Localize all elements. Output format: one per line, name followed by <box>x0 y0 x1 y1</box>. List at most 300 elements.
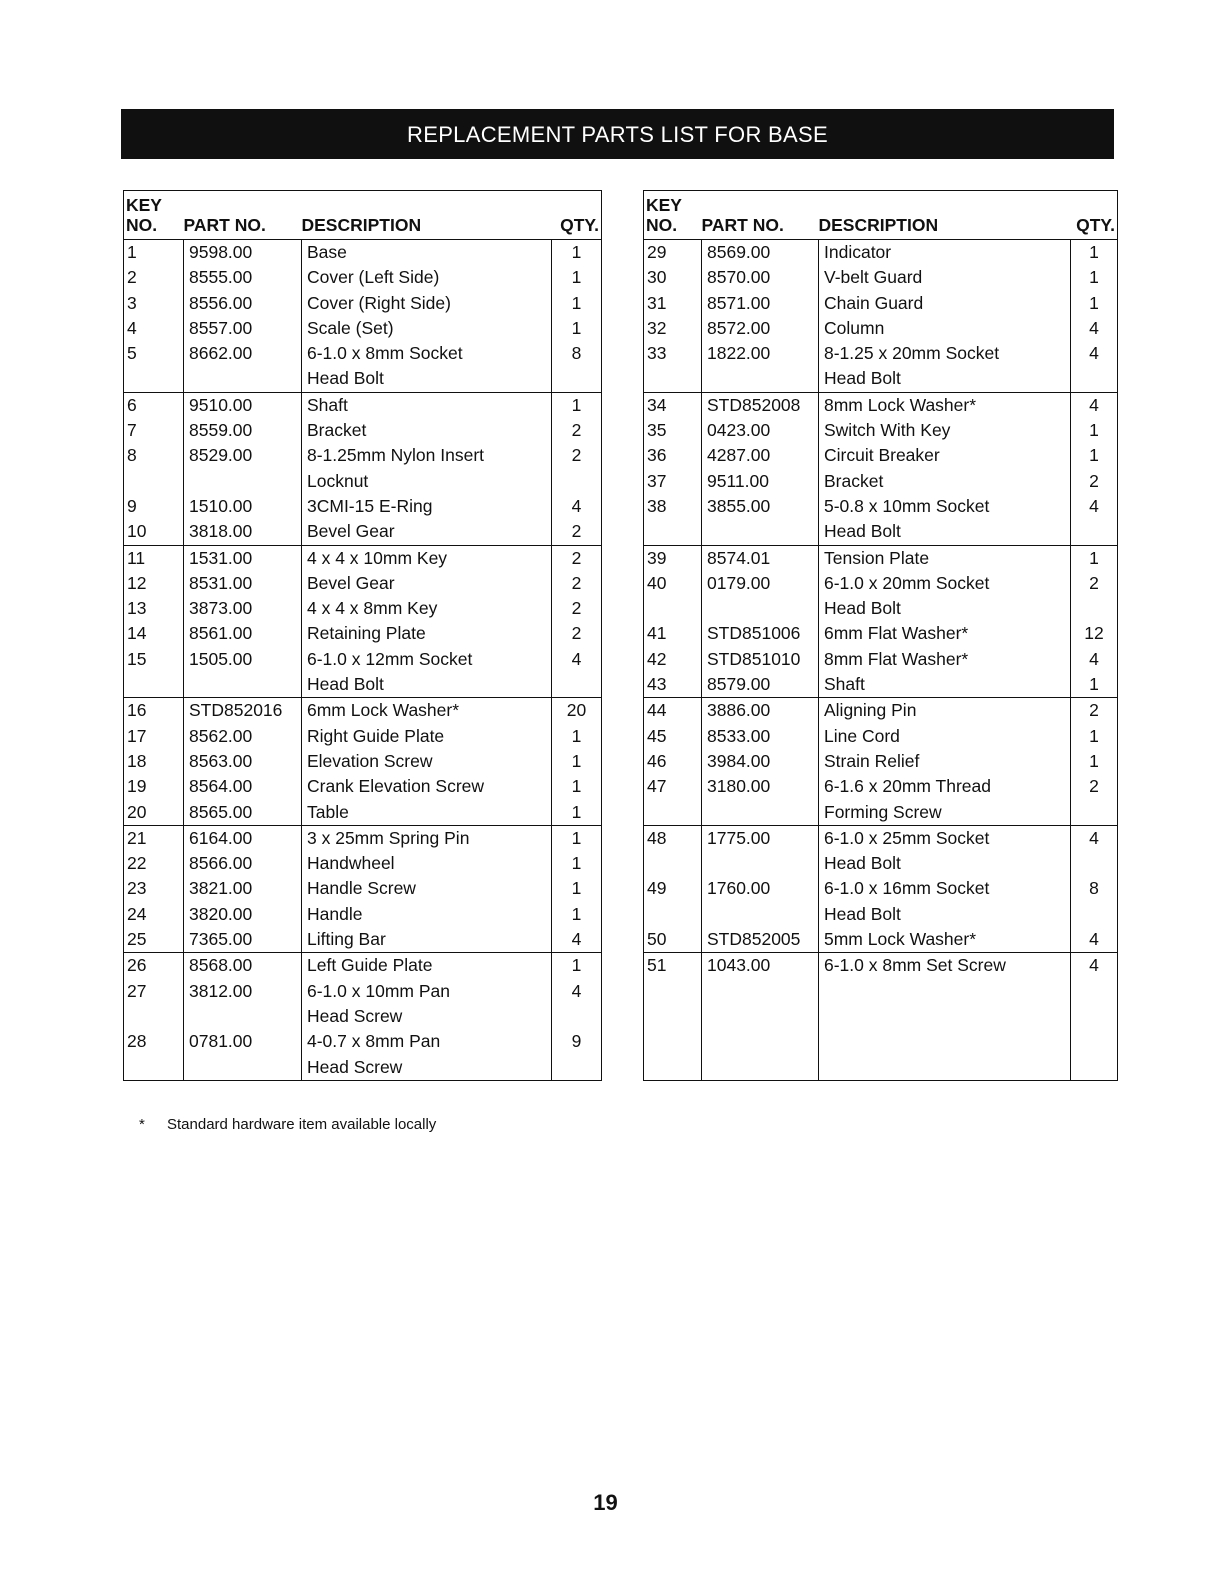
description-cell: Cover (Left Side) <box>302 265 552 290</box>
qty-cell <box>1071 1029 1118 1054</box>
description-cell: Head Screw <box>302 1004 552 1029</box>
part-no-cell: STD852008 <box>702 392 819 418</box>
key-no-cell <box>124 1004 184 1029</box>
qty-cell: 1 <box>1071 240 1118 266</box>
key-no-cell: 30 <box>644 265 702 290</box>
description-cell: Tension Plate <box>819 545 1071 571</box>
key-no-cell <box>644 596 702 621</box>
key-no-cell: 25 <box>124 927 184 953</box>
description-cell: Handle Screw <box>302 876 552 901</box>
description-cell: 4-0.7 x 8mm Pan <box>302 1029 552 1054</box>
qty-cell: 2 <box>1071 774 1118 799</box>
table-row <box>644 724 1118 749</box>
table-row <box>644 851 1118 876</box>
key-no-cell <box>124 672 184 698</box>
description-cell: Bevel Gear <box>302 519 552 545</box>
header-qty: QTY. <box>552 191 602 240</box>
key-no-cell: 22 <box>124 851 184 876</box>
part-no-cell: 8533.00 <box>702 724 819 749</box>
description-cell: 6-1.0 x 10mm Pan <box>302 979 552 1004</box>
description-cell <box>819 1055 1071 1081</box>
key-no-cell: 4 <box>124 316 184 341</box>
table-row <box>644 774 1118 799</box>
key-no-cell: 44 <box>644 698 702 724</box>
table-row <box>124 698 602 724</box>
key-no-cell: 2 <box>124 265 184 290</box>
key-no-cell: 32 <box>644 316 702 341</box>
description-cell <box>819 1004 1071 1029</box>
table-row <box>124 672 602 698</box>
parts-table-left-body <box>124 240 602 1081</box>
description-cell: Line Cord <box>819 724 1071 749</box>
part-no-cell <box>702 851 819 876</box>
qty-cell <box>552 672 602 698</box>
description-cell: 3CMI-15 E-Ring <box>302 494 552 519</box>
qty-cell: 1 <box>1071 418 1118 443</box>
page-number: 19 <box>593 1490 618 1515</box>
part-no-cell: 1043.00 <box>702 953 819 979</box>
table-row <box>644 265 1118 290</box>
qty-cell: 2 <box>552 621 602 646</box>
key-no-cell: 51 <box>644 953 702 979</box>
description-cell: Chain Guard <box>819 291 1071 316</box>
description-cell: 8-1.25 x 20mm Socket <box>819 341 1071 366</box>
qty-cell: 1 <box>552 392 602 418</box>
table-row <box>124 240 602 266</box>
qty-cell: 1 <box>552 953 602 979</box>
key-no-cell <box>644 851 702 876</box>
table-row <box>124 596 602 621</box>
part-no-cell: 3873.00 <box>184 596 302 621</box>
key-no-cell <box>644 979 702 1004</box>
description-cell: 8mm Flat Washer* <box>819 647 1071 672</box>
header-qty: QTY. <box>1071 191 1118 240</box>
description-cell: Column <box>819 316 1071 341</box>
table-row <box>644 621 1118 646</box>
part-no-cell: 9510.00 <box>184 392 302 418</box>
qty-cell <box>1071 366 1118 392</box>
part-no-cell <box>702 1055 819 1081</box>
page-banner: REPLACEMENT PARTS LIST FOR BASE <box>121 109 1114 159</box>
table-row <box>644 596 1118 621</box>
qty-cell: 2 <box>552 418 602 443</box>
key-no-cell: 47 <box>644 774 702 799</box>
table-row <box>124 774 602 799</box>
qty-cell: 1 <box>552 774 602 799</box>
part-no-cell: 1531.00 <box>184 545 302 571</box>
key-no-cell: 19 <box>124 774 184 799</box>
qty-cell: 2 <box>552 443 602 468</box>
table-row <box>124 265 602 290</box>
key-no-cell: 23 <box>124 876 184 901</box>
part-no-cell: 8559.00 <box>184 418 302 443</box>
qty-cell: 1 <box>552 291 602 316</box>
header-description: DESCRIPTION <box>819 191 1071 240</box>
description-cell: Indicator <box>819 240 1071 266</box>
key-no-cell: 31 <box>644 291 702 316</box>
key-no-cell: 45 <box>644 724 702 749</box>
qty-cell: 4 <box>1071 316 1118 341</box>
qty-cell <box>1071 519 1118 545</box>
table-row <box>644 494 1118 519</box>
part-no-cell: 8555.00 <box>184 265 302 290</box>
description-cell: Bracket <box>819 469 1071 494</box>
description-cell: Bevel Gear <box>302 571 552 596</box>
qty-cell: 2 <box>552 519 602 545</box>
description-cell: Circuit Breaker <box>819 443 1071 468</box>
description-cell: 8-1.25mm Nylon Insert <box>302 443 552 468</box>
part-no-cell: 9511.00 <box>702 469 819 494</box>
key-no-cell: 21 <box>124 825 184 851</box>
table-row <box>644 519 1118 545</box>
description-cell: Head Bolt <box>302 366 552 392</box>
table-row <box>124 494 602 519</box>
part-no-cell: 0179.00 <box>702 571 819 596</box>
part-no-cell: 8564.00 <box>184 774 302 799</box>
description-cell: 6-1.0 x 12mm Socket <box>302 647 552 672</box>
part-no-cell <box>184 1004 302 1029</box>
table-row <box>124 469 602 494</box>
table-row <box>644 647 1118 672</box>
description-cell: Base <box>302 240 552 266</box>
table-row <box>124 392 602 418</box>
qty-cell <box>552 1004 602 1029</box>
part-no-cell: 3820.00 <box>184 902 302 927</box>
table-row <box>644 953 1118 979</box>
qty-cell <box>1071 902 1118 927</box>
key-no-cell: 38 <box>644 494 702 519</box>
part-no-cell: 3818.00 <box>184 519 302 545</box>
description-cell: 6-1.0 x 16mm Socket <box>819 876 1071 901</box>
table-row <box>124 953 602 979</box>
key-no-cell: 49 <box>644 876 702 901</box>
table-row <box>644 366 1118 392</box>
qty-cell: 4 <box>1071 341 1118 366</box>
key-no-cell <box>644 1004 702 1029</box>
table-row <box>124 545 602 571</box>
part-no-cell: 3855.00 <box>702 494 819 519</box>
key-no-cell: 9 <box>124 494 184 519</box>
description-cell: Left Guide Plate <box>302 953 552 979</box>
table-row <box>124 647 602 672</box>
description-cell: Head Bolt <box>302 672 552 698</box>
table-row <box>644 443 1118 468</box>
table-row <box>124 366 602 392</box>
key-no-cell <box>644 902 702 927</box>
part-no-cell: STD852016 <box>184 698 302 724</box>
table-row <box>644 545 1118 571</box>
description-cell: Crank Elevation Screw <box>302 774 552 799</box>
qty-cell: 2 <box>552 596 602 621</box>
parts-table-right-body <box>644 240 1118 1081</box>
part-no-cell: 3821.00 <box>184 876 302 901</box>
part-no-cell: 8662.00 <box>184 341 302 366</box>
part-no-cell <box>184 1055 302 1081</box>
key-no-cell: 3 <box>124 291 184 316</box>
description-cell: Bracket <box>302 418 552 443</box>
part-no-cell: 3180.00 <box>702 774 819 799</box>
table-row <box>124 519 602 545</box>
part-no-cell: 0781.00 <box>184 1029 302 1054</box>
description-cell: Strain Relief <box>819 749 1071 774</box>
qty-cell: 2 <box>552 571 602 596</box>
qty-cell: 2 <box>552 545 602 571</box>
table-row <box>644 800 1118 826</box>
parts-table-right <box>643 190 1118 1081</box>
description-cell <box>819 1029 1071 1054</box>
part-no-cell <box>702 979 819 1004</box>
qty-cell: 9 <box>552 1029 602 1054</box>
qty-cell: 4 <box>1071 647 1118 672</box>
part-no-cell: 8572.00 <box>702 316 819 341</box>
description-cell: Table <box>302 800 552 826</box>
table-row <box>124 1004 602 1029</box>
key-no-cell: 20 <box>124 800 184 826</box>
description-cell: Right Guide Plate <box>302 724 552 749</box>
table-row <box>644 672 1118 698</box>
qty-cell <box>1071 851 1118 876</box>
description-cell: 5-0.8 x 10mm Socket <box>819 494 1071 519</box>
table-row <box>644 749 1118 774</box>
part-no-cell: 8568.00 <box>184 953 302 979</box>
part-no-cell: 8562.00 <box>184 724 302 749</box>
part-no-cell: STD851006 <box>702 621 819 646</box>
table-row <box>124 1055 602 1081</box>
part-no-cell: 1510.00 <box>184 494 302 519</box>
part-no-cell <box>184 469 302 494</box>
qty-cell: 1 <box>1071 291 1118 316</box>
key-no-cell <box>124 469 184 494</box>
part-no-cell: 3812.00 <box>184 979 302 1004</box>
key-no-cell: 37 <box>644 469 702 494</box>
header-description: DESCRIPTION <box>302 191 552 240</box>
qty-cell: 1 <box>552 265 602 290</box>
qty-cell: 1 <box>1071 545 1118 571</box>
table-row <box>644 418 1118 443</box>
qty-cell: 1 <box>552 825 602 851</box>
qty-cell: 1 <box>552 240 602 266</box>
qty-cell: 1 <box>1071 265 1118 290</box>
description-cell: Locknut <box>302 469 552 494</box>
table-row <box>124 902 602 927</box>
qty-cell: 1 <box>1071 724 1118 749</box>
table-row <box>124 749 602 774</box>
part-no-cell: 1505.00 <box>184 647 302 672</box>
key-no-cell: 28 <box>124 1029 184 1054</box>
table-row <box>124 800 602 826</box>
table-row <box>124 621 602 646</box>
qty-cell <box>1071 1004 1118 1029</box>
description-cell: Shaft <box>302 392 552 418</box>
key-no-cell <box>644 800 702 826</box>
table-row <box>644 341 1118 366</box>
table-row <box>124 316 602 341</box>
key-no-cell: 35 <box>644 418 702 443</box>
table-row <box>644 469 1118 494</box>
key-no-cell: 48 <box>644 825 702 851</box>
qty-cell: 1 <box>1071 749 1118 774</box>
key-no-cell: 15 <box>124 647 184 672</box>
key-no-cell: 14 <box>124 621 184 646</box>
qty-cell <box>552 469 602 494</box>
description-cell: 4 x 4 x 10mm Key <box>302 545 552 571</box>
key-no-cell <box>124 1055 184 1081</box>
key-no-cell <box>644 1029 702 1054</box>
qty-cell: 1 <box>552 800 602 826</box>
qty-cell: 4 <box>552 927 602 953</box>
key-no-cell <box>644 366 702 392</box>
key-no-cell: 12 <box>124 571 184 596</box>
description-cell: Retaining Plate <box>302 621 552 646</box>
table-row <box>644 825 1118 851</box>
description-cell: 6-1.0 x 8mm Set Screw <box>819 953 1071 979</box>
description-cell: Head Bolt <box>819 366 1071 392</box>
table-row <box>644 979 1118 1004</box>
part-no-cell: 8571.00 <box>702 291 819 316</box>
key-no-cell: 42 <box>644 647 702 672</box>
qty-cell: 1 <box>552 876 602 901</box>
part-no-cell: 8557.00 <box>184 316 302 341</box>
table-row <box>644 902 1118 927</box>
table-row <box>124 443 602 468</box>
qty-cell: 20 <box>552 698 602 724</box>
qty-cell: 2 <box>1071 469 1118 494</box>
table-row <box>124 851 602 876</box>
header-key-no: KEY NO. <box>644 191 702 240</box>
description-cell: Elevation Screw <box>302 749 552 774</box>
key-no-cell: 39 <box>644 545 702 571</box>
table-row <box>124 825 602 851</box>
key-no-cell: 27 <box>124 979 184 1004</box>
description-cell: Cover (Right Side) <box>302 291 552 316</box>
description-cell: 5mm Lock Washer* <box>819 927 1071 953</box>
description-cell: Handle <box>302 902 552 927</box>
part-no-cell: 8570.00 <box>702 265 819 290</box>
table-row <box>124 418 602 443</box>
description-cell: 6-1.0 x 25mm Socket <box>819 825 1071 851</box>
part-no-cell: 8565.00 <box>184 800 302 826</box>
qty-cell: 2 <box>1071 571 1118 596</box>
part-no-cell <box>702 902 819 927</box>
table-row <box>644 927 1118 953</box>
description-cell: Shaft <box>819 672 1071 698</box>
qty-cell: 1 <box>552 851 602 876</box>
description-cell: Head Bolt <box>819 902 1071 927</box>
part-no-cell: 8531.00 <box>184 571 302 596</box>
table-row <box>644 1055 1118 1081</box>
key-no-cell: 5 <box>124 341 184 366</box>
part-no-cell: 6164.00 <box>184 825 302 851</box>
qty-cell <box>552 366 602 392</box>
qty-cell: 4 <box>1071 927 1118 953</box>
part-no-cell: 0423.00 <box>702 418 819 443</box>
description-cell: Lifting Bar <box>302 927 552 953</box>
qty-cell: 12 <box>1071 621 1118 646</box>
key-no-cell: 11 <box>124 545 184 571</box>
qty-cell <box>1071 979 1118 1004</box>
description-cell: Head Bolt <box>819 596 1071 621</box>
key-no-cell: 36 <box>644 443 702 468</box>
parts-table-left <box>123 190 602 1081</box>
part-no-cell: STD851010 <box>702 647 819 672</box>
part-no-cell: 8566.00 <box>184 851 302 876</box>
qty-cell: 1 <box>1071 443 1118 468</box>
part-no-cell <box>702 1004 819 1029</box>
key-no-cell <box>644 519 702 545</box>
qty-cell: 4 <box>552 647 602 672</box>
table-row <box>124 724 602 749</box>
table-row <box>644 876 1118 901</box>
qty-cell: 4 <box>1071 494 1118 519</box>
part-no-cell: 8579.00 <box>702 672 819 698</box>
part-no-cell: 8569.00 <box>702 240 819 266</box>
qty-cell: 1 <box>1071 672 1118 698</box>
qty-cell: 4 <box>1071 953 1118 979</box>
part-no-cell: 3984.00 <box>702 749 819 774</box>
part-no-cell: 8529.00 <box>184 443 302 468</box>
table-row <box>124 291 602 316</box>
key-no-cell: 16 <box>124 698 184 724</box>
key-no-cell: 29 <box>644 240 702 266</box>
footnote <box>139 1116 436 1133</box>
description-cell: Scale (Set) <box>302 316 552 341</box>
part-no-cell: 1760.00 <box>702 876 819 901</box>
part-no-cell <box>702 800 819 826</box>
part-no-cell <box>702 519 819 545</box>
table-row <box>644 1004 1118 1029</box>
part-no-cell: 1822.00 <box>702 341 819 366</box>
part-no-cell: 8563.00 <box>184 749 302 774</box>
part-no-cell: 8556.00 <box>184 291 302 316</box>
qty-cell <box>1071 1055 1118 1081</box>
key-no-cell: 17 <box>124 724 184 749</box>
table-row <box>644 1029 1118 1054</box>
part-no-cell: 1775.00 <box>702 825 819 851</box>
key-no-cell: 26 <box>124 953 184 979</box>
key-no-cell: 8 <box>124 443 184 468</box>
description-cell: 6mm Lock Washer* <box>302 698 552 724</box>
qty-cell: 8 <box>1071 876 1118 901</box>
part-no-cell: 9598.00 <box>184 240 302 266</box>
table-row <box>644 392 1118 418</box>
table-row <box>644 698 1118 724</box>
part-no-cell <box>702 366 819 392</box>
table-row <box>124 927 602 953</box>
description-cell: 3 x 25mm Spring Pin <box>302 825 552 851</box>
table-row <box>124 876 602 901</box>
footnote-text: Standard hardware item available locally <box>167 1116 437 1133</box>
qty-cell: 4 <box>552 979 602 1004</box>
qty-cell <box>1071 596 1118 621</box>
part-no-cell: 8561.00 <box>184 621 302 646</box>
qty-cell: 4 <box>1071 825 1118 851</box>
key-no-cell: 34 <box>644 392 702 418</box>
description-cell: Handwheel <box>302 851 552 876</box>
part-no-cell: 4287.00 <box>702 443 819 468</box>
key-no-cell: 7 <box>124 418 184 443</box>
qty-cell <box>552 1055 602 1081</box>
part-no-cell: 7365.00 <box>184 927 302 953</box>
key-no-cell: 50 <box>644 927 702 953</box>
qty-cell: 4 <box>552 494 602 519</box>
description-cell: 6-1.6 x 20mm Thread <box>819 774 1071 799</box>
part-no-cell <box>184 366 302 392</box>
key-no-cell <box>124 366 184 392</box>
key-no-cell <box>644 1055 702 1081</box>
key-no-cell: 13 <box>124 596 184 621</box>
description-cell: 8mm Lock Washer* <box>819 392 1071 418</box>
part-no-cell: 8574.01 <box>702 545 819 571</box>
